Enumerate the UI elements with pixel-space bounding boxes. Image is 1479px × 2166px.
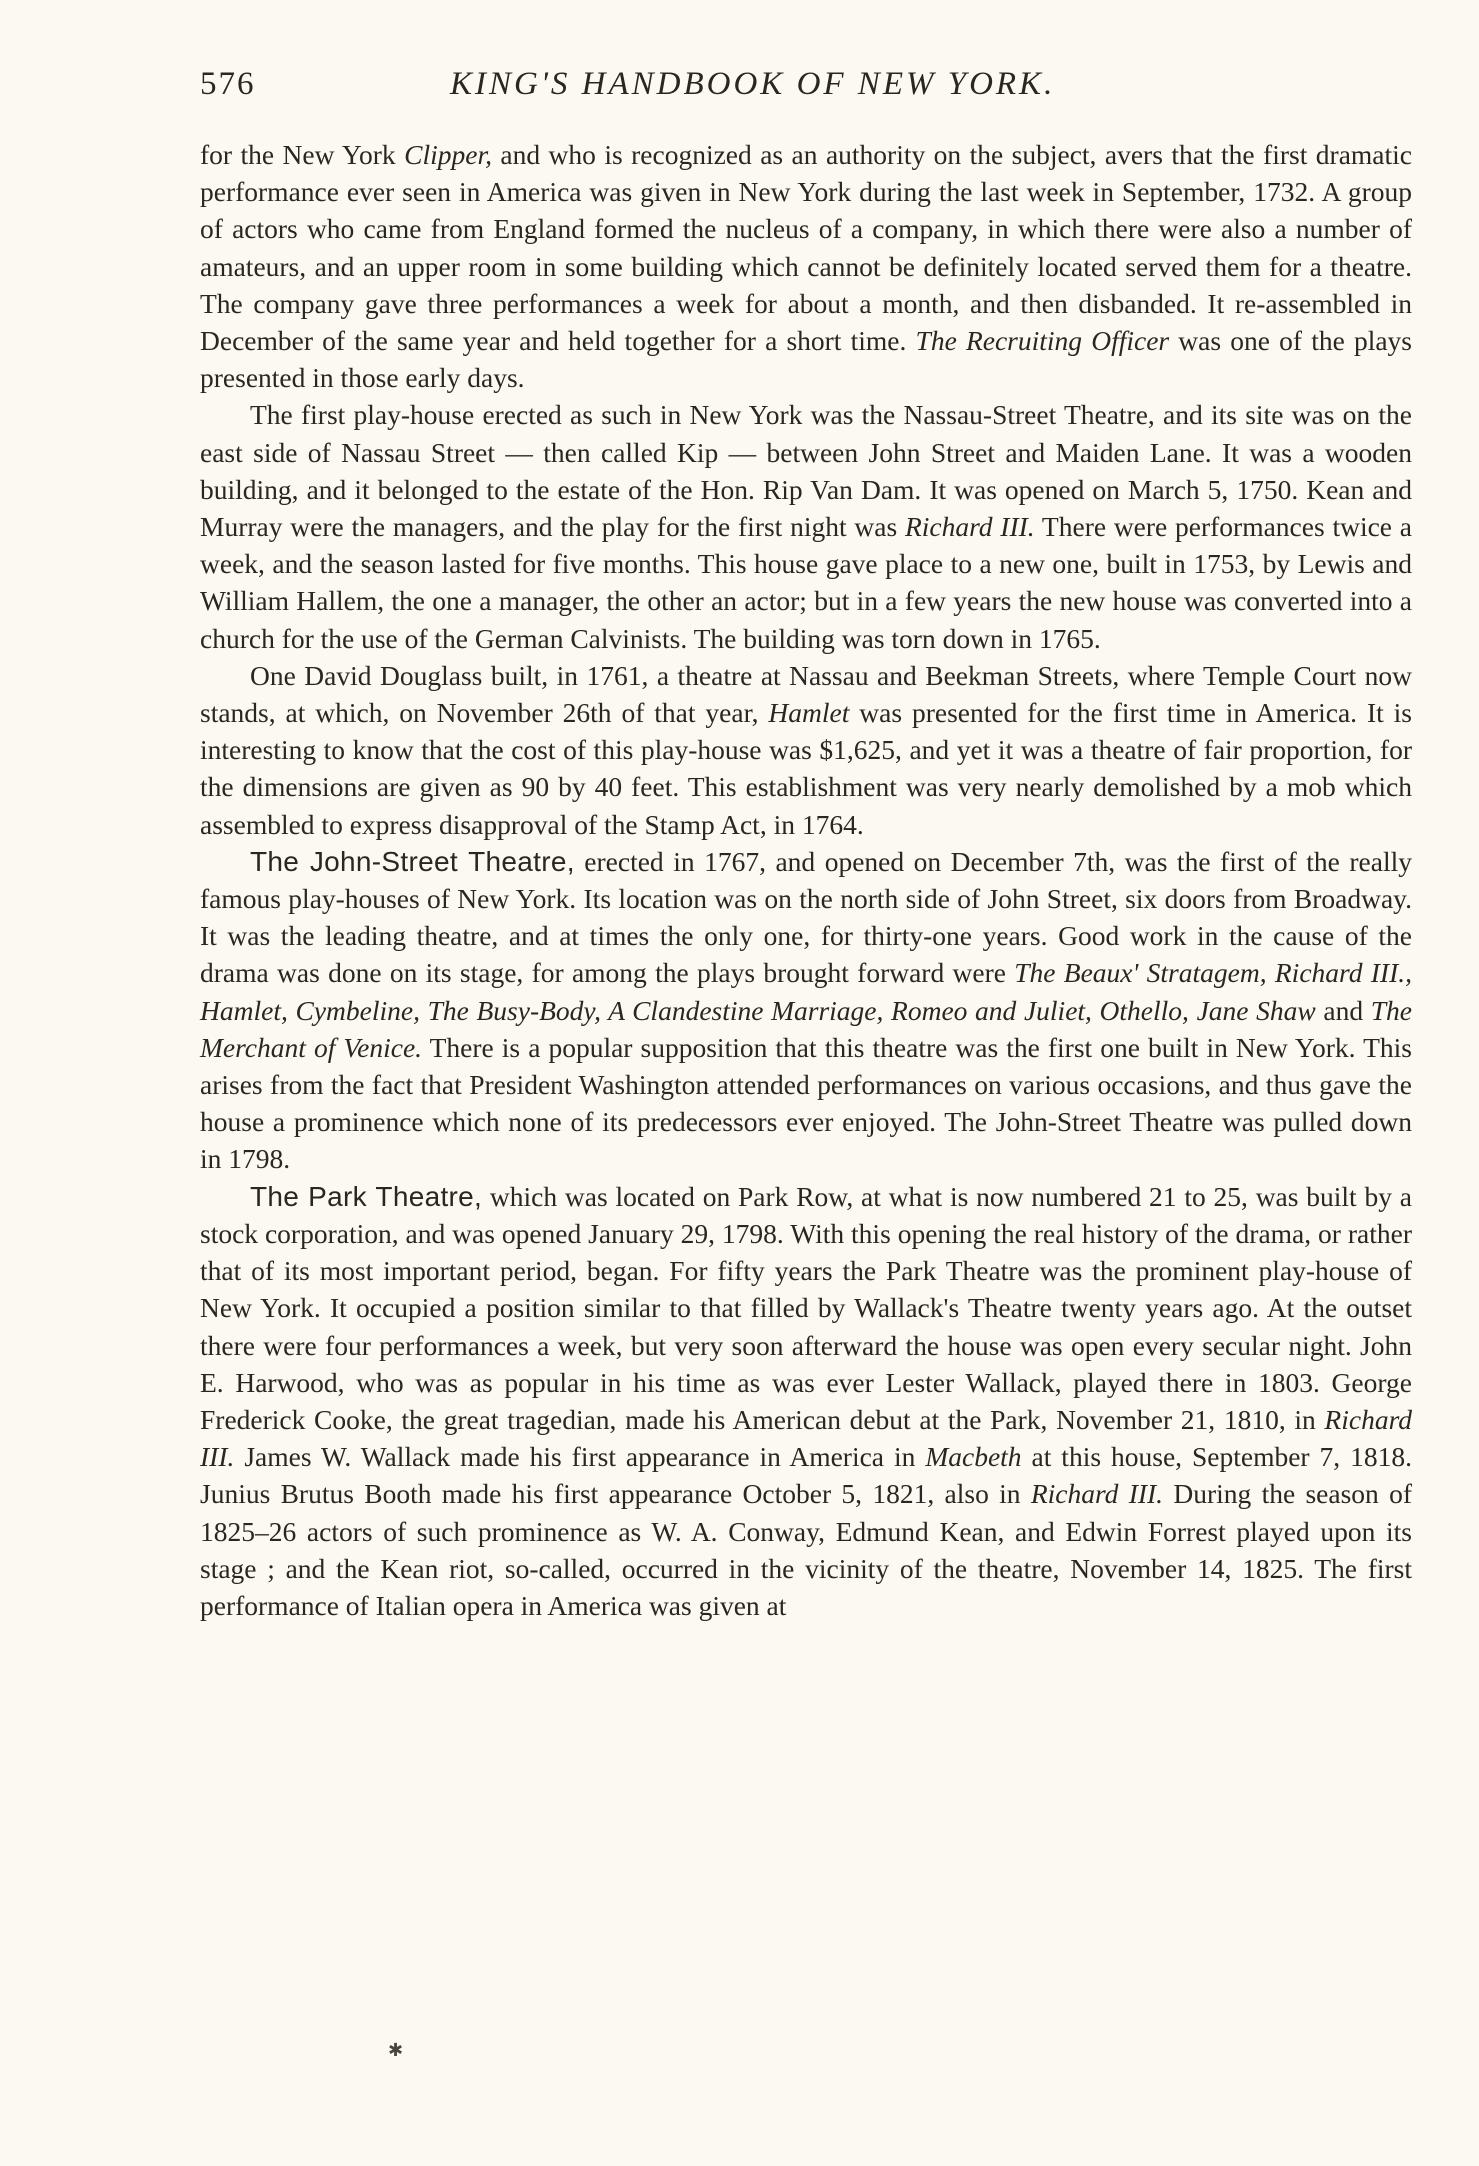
- text-run: was presented for the first time in America. It is interesting to know that the cost of this play-house was $1,625, and yet it was a theatre of fair proportion, for the dimensions are given as 90 by 40 feet. This establishment was very nearly demolished by a mob which assembled to express disapproval of the Stamp Act, in 1764.: [200, 697, 1412, 840]
- paragraph: [200, 843, 1412, 1178]
- work-title: The Merchant of Venice.: [200, 994, 1412, 1063]
- work-title: Clipper,: [404, 139, 492, 170]
- text-run: The first play-house erected as such in New York was the Nassau-Street Theatre, and its site was on the east side of Nassau Street — then called Kip — between John Street and Maiden Lane. It was a wooden building, and it belonged to the estate of the Hon. Rip Van Dam. It was opened on March 5, 1750. Kean and Murray were the managers, and the play for the first night was: [200, 399, 1412, 543]
- text-run: was one of the plays presented in those early days.: [200, 325, 1413, 394]
- ink-speck-mark: ✱: [388, 2040, 404, 2060]
- text-run: and: [1315, 994, 1371, 1026]
- running-header: [200, 66, 1410, 116]
- paragraph: [200, 1178, 1412, 1624]
- text-run: which was located on Park Row, at what is now numbered 21 to 25, was built by a stock corporation, and was opened January 29, 1798. With this opening the real history of the drama, or rather that of its most important period, began. For fifty years the Park Theatre was the prominent play-house of New York. It occupied a position similar to that filled by Wallack's Theatre twenty years ago. At the outset there were four performances a week, but very soon afterward the house was open every secular night. John E. Harwood, who was as popular in his time as was ever Lester Wallack, played there in 1803. George Frederick Cooke, the great tragedian, made his American debut at the Park, November 21, 1810, in: [200, 1180, 1412, 1435]
- work-title: Macbeth: [925, 1441, 1022, 1473]
- work-title: Richard III.: [200, 1403, 1412, 1473]
- work-title: Richard III.: [904, 511, 1035, 543]
- work-title: Hamlet: [768, 697, 850, 729]
- page-number: 576: [200, 66, 256, 102]
- body-text: [200, 136, 1412, 1624]
- work-title: Richard III.: [1030, 1478, 1164, 1510]
- paragraph: [200, 396, 1412, 656]
- running-title: KING'S HANDBOOK OF NEW YORK.: [450, 66, 1056, 102]
- paragraph: [200, 136, 1412, 396]
- text-run: and who is recognized as an authority on the subject, avers that the first dramatic performance ever seen in America was given in New York during the last week in September, 1732. A group of actors who came from England formed the nucleus of a company, in which there were also a number of amateurs, and an upper room in some building which cannot be definitely located served them for a theatre. The company gave three performances a week for about a month, and then disbanded. It re-assembled in December of the same year and held together for a short time.: [200, 139, 1412, 357]
- text-run: James W. Wallack made his first appearance in America in: [234, 1441, 926, 1473]
- text-run: for the New York: [200, 139, 405, 170]
- text-run: One David Douglass built, in 1761, a theatre at Nassau and Beekman Streets, where Temple Court now stands, at which, on November 26th of that year,: [200, 659, 1412, 729]
- section-lead-heading: The John-Street Theatre,: [250, 845, 575, 877]
- text-run: There were performances twice a week, and the season lasted for five months. This house gave place to a new one, built in 1753, by Lewis and William Hallem, the one a manager, the other an actor; but in a few years the new house was converted into a church for the use of the German Calvinists. The building was torn down in 1765.: [200, 511, 1412, 654]
- work-title: The Recruiting Officer: [915, 325, 1170, 357]
- section-lead-heading: The Park Theatre,: [250, 1180, 483, 1212]
- paragraph: [200, 657, 1412, 843]
- text-run: During the season of 1825–26 actors of such prominence as W. A. Conway, Edmund Kean, and Edwin Forrest played upon its stage ; and the Kean riot, so-called, occurred in the vicinity of the theatre, November 14, 1825. The first performance of Italian opera in America was given at: [200, 1478, 1412, 1621]
- text-run: at this house, September 7, 1818. Junius Brutus Booth made his first appearance October 5, 1821, also in: [200, 1441, 1412, 1510]
- text-run: There is a popular supposition that this theatre was the first one built in New York. This arises from the fact that President Washington attended performances on various occasions, and thus gave the house a prominence which none of its predecessors ever enjoyed. The John-Street Theatre was pulled down in 1798.: [200, 1031, 1412, 1175]
- text-run: erected in 1767, and opened on December 7th, was the first of the really famous play-houses of New York. Its location was on the north side of John Street, six doors from Broadway. It was the leading theatre, and at times the only one, for thirty-one years. Good work in the cause of the drama was done on its stage, for among the plays brought forward were: [200, 845, 1412, 989]
- work-title: The Beaux' Stratagem, Richard III., Hamlet, Cymbeline, The Busy-Body, A Clandestine Marriage, Romeo and Juliet, Othello, Jane Shaw: [200, 957, 1412, 1026]
